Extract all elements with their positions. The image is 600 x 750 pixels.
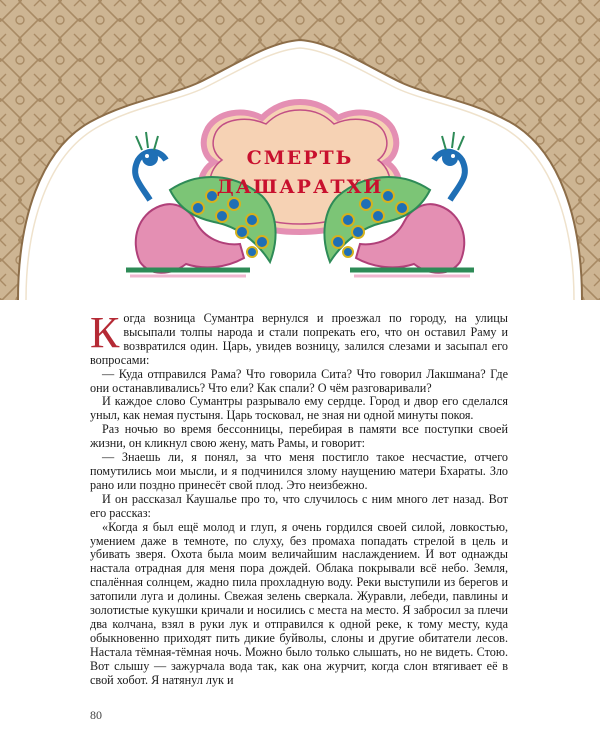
paragraph: — Знаешь ли, я понял, за что меня постигло такое несчастие, отчего помутились мои мысли, и я подчинился злому наущению матери Бхараты. Зло рано или поздно принесёт свой плод. Это неизбежно. xyxy=(90,450,508,492)
paragraph: Раз ночью во время бессонницы, перебирая в памяти все поступки своей жизни, он кликнул свою жену, мать Рамы, и говорит: xyxy=(90,422,508,451)
chapter-title-line-2: ДАШАРАТХИ xyxy=(216,176,384,198)
chapter-body xyxy=(90,308,508,687)
drop-cap: К xyxy=(90,308,120,357)
paragraph xyxy=(90,308,508,368)
paragraph: И каждое слово Сумантры разрывало ему сердце. Город и двор его сделался уныл, как немая пустыня. Царь тосковал, не зная ни одной минуты покоя. xyxy=(90,394,508,423)
paragraph: «Когда я был ещё молод и глуп, я очень гордился своей силой, ловкостью, умением даже в темноте, по слуху, без промаха попадать стрелой в цель и убивать зверя. Охота была моим величайшим наслаждением. И вот однажды настала отрадная для меня пора дождей. Облака покрывали всё небо. Земля, спалённая солнцем, жадно пила прохладную воду. Реки выступили из берегов и затопили луга и долины. Свежая зелень сверкала. Журавли, лебеди, павлины и золотистые кукушки кричали и носились с места на место. Я забросил за плечи два колчана, взял в руки лук и отправился к одной реке, к тому месту, куда обыкновенно приходят пить дикие буйволы, слоны и другие обитатели лесов. Настала тёмная-тёмная ночь. Можно было только слышать, но не видеть. Стою. Вот слышу — зажурчала вода так, как она журчит, когда слон втягивает её в свой хобот. Я натянул лук и xyxy=(90,519,508,687)
paragraph: И он рассказал Каушалье про то, что случилось с ним много лет назад. Вот его рассказ: xyxy=(90,491,508,520)
page-number: 80 xyxy=(90,708,102,722)
chapter-title-line-1: СМЕРТЬ xyxy=(246,147,354,169)
paragraph-text: огда возница Сумантра вернулся и проезжал по городу, на улицы высыпали толпы народа и стали попрекать его, что он оставил Раму и возвратился один. Царь, увидев возницу, залился слезами и засыпал его вопросами: xyxy=(90,311,508,367)
paragraph: — Куда отправился Рама? Что говорила Сита? Что говорил Лакшмана? Где они останавливались? Что ели? Как спали? О чём разговаривали? xyxy=(90,366,508,395)
